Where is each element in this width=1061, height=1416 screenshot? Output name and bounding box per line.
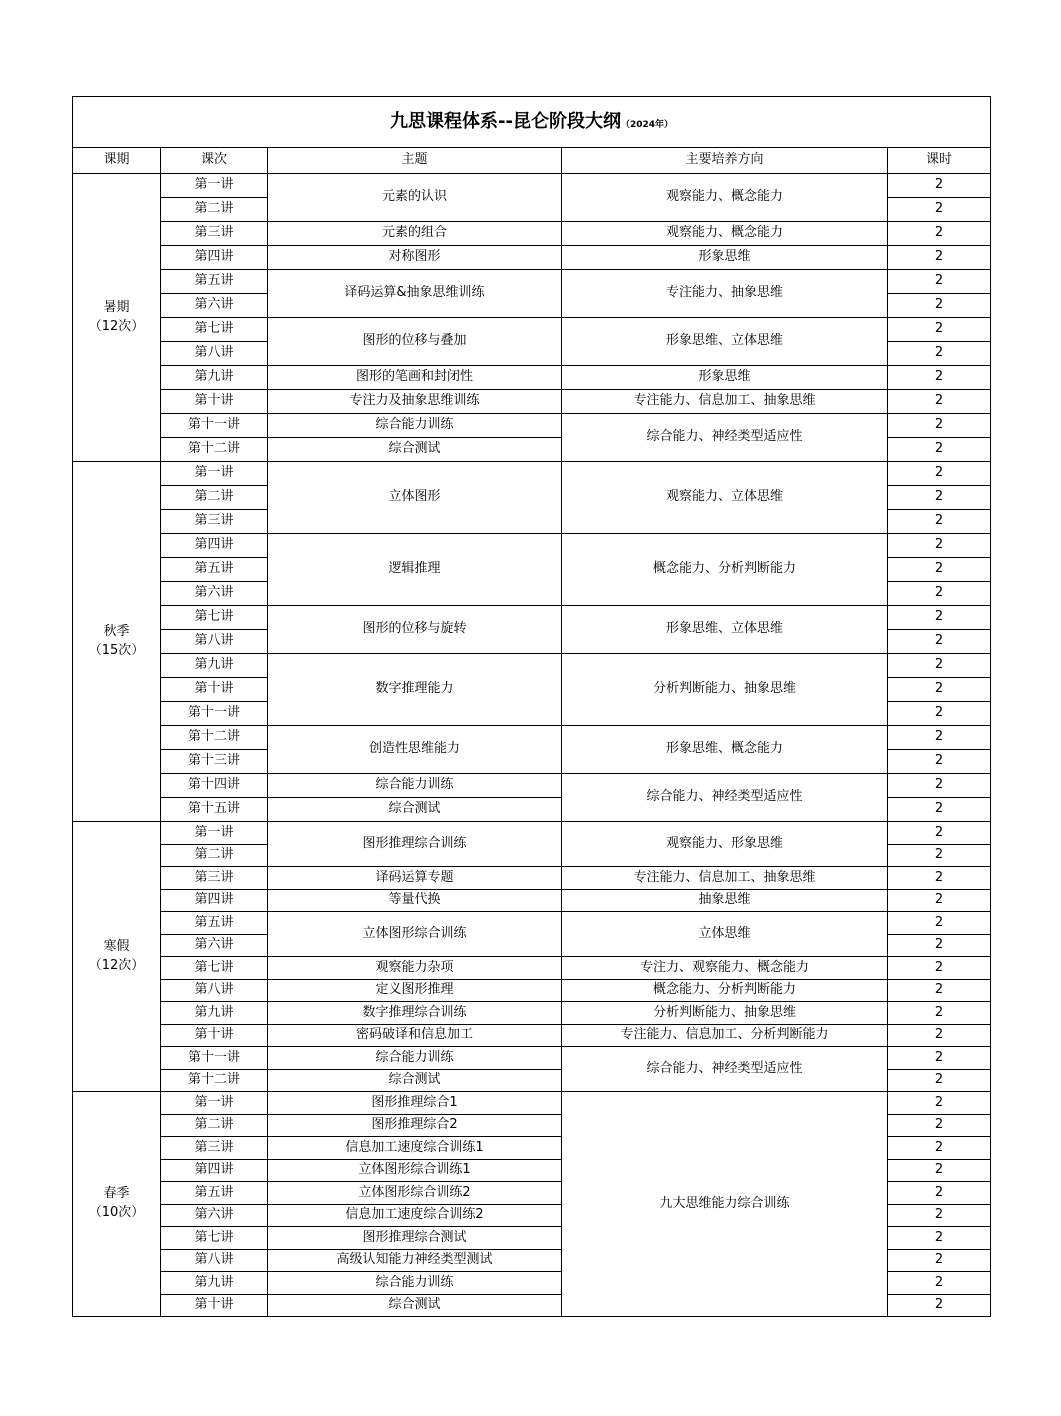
table-row [73,270,991,294]
topic-cell: 图形推理综合1 [268,1092,562,1115]
direction-cell: 专注能力、信息加工、分析判断能力 [562,1024,888,1047]
direction-cell: 观察能力、概念能力 [562,174,888,222]
lesson-cell: 第十一讲 [161,702,268,726]
lesson-cell: 第七讲 [161,318,268,342]
hours-cell: 2 [888,558,991,582]
lesson-cell: 第四讲 [161,534,268,558]
hours-cell: 2 [888,1069,991,1092]
hours-cell: 2 [888,1249,991,1272]
direction-cell: 抽象思维 [562,889,888,912]
title-row [73,97,991,148]
table-row [73,318,991,342]
table-row [73,222,991,246]
table-title-year: （2024年） [620,120,674,131]
lesson-cell: 第五讲 [161,912,268,935]
topic-cell: 图形的位移与叠加 [268,318,562,366]
hours-cell: 2 [888,726,991,750]
topic-cell: 对称图形 [268,246,562,270]
lesson-cell: 第一讲 [161,174,268,198]
topic-cell: 密码破译和信息加工 [268,1024,562,1047]
lesson-cell: 第一讲 [161,822,268,845]
table-row [73,1092,991,1115]
hours-cell: 2 [888,1024,991,1047]
hours-cell: 2 [888,822,991,845]
lesson-cell: 第五讲 [161,1182,268,1205]
topic-cell: 综合能力训练 [268,1047,562,1070]
hours-cell: 2 [888,867,991,890]
topic-cell: 立体图形综合训练 [268,912,562,957]
lesson-cell: 第七讲 [161,957,268,980]
hours-cell: 2 [888,654,991,678]
topic-cell: 综合能力训练 [268,414,562,438]
hours-cell: 2 [888,294,991,318]
lesson-cell: 第十一讲 [161,1047,268,1070]
lesson-cell: 第二讲 [161,486,268,510]
topic-cell: 立体图形 [268,462,562,534]
hours-cell: 2 [888,174,991,198]
table-row [73,462,991,486]
topic-cell: 图形推理综合2 [268,1114,562,1137]
lesson-cell: 第十讲 [161,1294,268,1317]
hours-cell: 2 [888,1002,991,1025]
direction-cell: 专注能力、抽象思维 [562,270,888,318]
lesson-cell: 第六讲 [161,1204,268,1227]
topic-cell: 元素的组合 [268,222,562,246]
table-row [73,774,991,798]
direction-cell: 形象思维、概念能力 [562,726,888,774]
header-hours: 课时 [888,148,991,174]
hours-cell: 2 [888,390,991,414]
lesson-cell: 第六讲 [161,582,268,606]
header-term: 课期 [73,148,161,174]
term-cell [73,174,161,462]
topic-cell: 综合测试 [268,1069,562,1092]
hours-cell: 2 [888,462,991,486]
direction-cell: 形象思维、立体思维 [562,318,888,366]
table-row [73,822,991,845]
direction-cell: 形象思维 [562,246,888,270]
lesson-cell: 第五讲 [161,270,268,294]
hours-cell: 2 [888,366,991,390]
topic-cell: 创造性思维能力 [268,726,562,774]
hours-cell: 2 [888,414,991,438]
lesson-cell: 第十二讲 [161,726,268,750]
hours-cell: 2 [888,934,991,957]
lesson-cell: 第五讲 [161,558,268,582]
direction-cell: 九大思维能力综合训练 [562,1092,888,1317]
lesson-cell: 第六讲 [161,934,268,957]
hours-cell: 2 [888,318,991,342]
term-name: 寒假 [103,938,130,954]
topic-cell: 综合测试 [268,1294,562,1317]
direction-cell: 形象思维、立体思维 [562,606,888,654]
table-row [73,867,991,890]
lesson-cell: 第十讲 [161,390,268,414]
header-row [73,148,991,174]
hours-cell: 2 [888,510,991,534]
hours-cell: 2 [888,606,991,630]
term-cell [73,822,161,1092]
lesson-cell: 第二讲 [161,198,268,222]
lesson-cell: 第八讲 [161,342,268,366]
topic-cell: 信息加工速度综合训练2 [268,1204,562,1227]
table-row [73,1002,991,1025]
table-row [73,912,991,935]
hours-cell: 2 [888,1047,991,1070]
hours-cell: 2 [888,1092,991,1115]
hours-cell: 2 [888,246,991,270]
lesson-cell: 第八讲 [161,630,268,654]
topic-cell: 综合测试 [268,798,562,822]
hours-cell: 2 [888,979,991,1002]
curriculum-sheet [72,96,990,1317]
topic-cell: 信息加工速度综合训练1 [268,1137,562,1160]
direction-cell: 专注能力、信息加工、抽象思维 [562,390,888,414]
topic-cell: 译码运算&抽象思维训练 [268,270,562,318]
hours-cell: 2 [888,774,991,798]
direction-cell: 分析判断能力、抽象思维 [562,1002,888,1025]
term-count: （12次） [88,957,145,973]
lesson-cell: 第十五讲 [161,798,268,822]
hours-cell: 2 [888,1227,991,1250]
topic-cell: 图形的位移与旋转 [268,606,562,654]
lesson-cell: 第四讲 [161,889,268,912]
hours-cell: 2 [888,486,991,510]
lesson-cell: 第十二讲 [161,1069,268,1092]
lesson-cell: 第七讲 [161,1227,268,1250]
hours-cell: 2 [888,1114,991,1137]
topic-cell: 译码运算专题 [268,867,562,890]
table-row [73,1024,991,1047]
table-row [73,534,991,558]
hours-cell: 2 [888,844,991,867]
lesson-cell: 第一讲 [161,462,268,486]
hours-cell: 2 [888,750,991,774]
table-title: 九思课程体系--昆仑阶段大纲 [390,111,621,133]
topic-cell: 定义图形推理 [268,979,562,1002]
hours-cell: 2 [888,1137,991,1160]
lesson-cell: 第十讲 [161,678,268,702]
hours-cell: 2 [888,342,991,366]
topic-cell: 综合能力训练 [268,774,562,798]
lesson-cell: 第一讲 [161,1092,268,1115]
lesson-cell: 第八讲 [161,1249,268,1272]
hours-cell: 2 [888,582,991,606]
lesson-cell: 第十一讲 [161,414,268,438]
lesson-cell: 第七讲 [161,606,268,630]
table-row [73,606,991,630]
lesson-cell: 第三讲 [161,1137,268,1160]
table-row [73,979,991,1002]
topic-cell: 数字推理综合训练 [268,1002,562,1025]
term-name: 春季 [103,1186,130,1202]
term-name: 秋季 [103,623,130,639]
table-row [73,366,991,390]
hours-cell: 2 [888,1182,991,1205]
direction-cell: 专注能力、信息加工、抽象思维 [562,867,888,890]
topic-cell: 图形推理综合训练 [268,822,562,867]
direction-cell: 形象思维 [562,366,888,390]
table-row [73,957,991,980]
hours-cell: 2 [888,1204,991,1227]
hours-cell: 2 [888,889,991,912]
direction-cell: 观察能力、立体思维 [562,462,888,534]
topic-cell: 立体图形综合训练1 [268,1159,562,1182]
header-direction: 主要培养方向 [562,148,888,174]
direction-cell: 观察能力、概念能力 [562,222,888,246]
table-row [73,246,991,270]
lesson-cell: 第九讲 [161,654,268,678]
lesson-cell: 第八讲 [161,979,268,1002]
direction-cell: 观察能力、形象思维 [562,822,888,867]
table-title-cell [73,97,991,148]
hours-cell: 2 [888,798,991,822]
topic-cell: 等量代换 [268,889,562,912]
term-count: （12次） [88,318,145,334]
hours-cell: 2 [888,1294,991,1317]
lesson-cell: 第十四讲 [161,774,268,798]
term-count: （15次） [88,642,145,658]
term-count: （10次） [88,1205,145,1220]
lesson-cell: 第九讲 [161,1272,268,1295]
term-cell [73,1092,161,1317]
topic-cell: 综合能力训练 [268,1272,562,1295]
hours-cell: 2 [888,678,991,702]
topic-cell: 高级认知能力神经类型测试 [268,1249,562,1272]
curriculum-table [72,96,991,1317]
table-row [73,889,991,912]
hours-cell: 2 [888,534,991,558]
lesson-cell: 第六讲 [161,294,268,318]
lesson-cell: 第四讲 [161,1159,268,1182]
lesson-cell: 第十三讲 [161,750,268,774]
direction-cell: 立体思维 [562,912,888,957]
lesson-cell: 第九讲 [161,1002,268,1025]
lesson-cell: 第三讲 [161,867,268,890]
hours-cell: 2 [888,1159,991,1182]
lesson-cell: 第二讲 [161,1114,268,1137]
hours-cell: 2 [888,912,991,935]
topic-cell: 观察能力杂项 [268,957,562,980]
term-name: 暑期 [103,299,130,315]
topic-cell: 数字推理能力 [268,654,562,726]
direction-cell: 综合能力、神经类型适应性 [562,774,888,822]
hours-cell: 2 [888,957,991,980]
topic-cell: 综合测试 [268,438,562,462]
topic-cell: 图形推理综合测试 [268,1227,562,1250]
table-row [73,174,991,198]
table-row [73,414,991,438]
header-lesson: 课次 [161,148,268,174]
direction-cell: 综合能力、神经类型适应性 [562,414,888,462]
lesson-cell: 第四讲 [161,246,268,270]
hours-cell: 2 [888,198,991,222]
table-row [73,726,991,750]
lesson-cell: 第十二讲 [161,438,268,462]
topic-cell: 图形的笔画和封闭性 [268,366,562,390]
topic-cell: 元素的认识 [268,174,562,222]
direction-cell: 分析判断能力、抽象思维 [562,654,888,726]
direction-cell: 专注力、观察能力、概念能力 [562,957,888,980]
table-row [73,654,991,678]
hours-cell: 2 [888,1272,991,1295]
topic-cell: 立体图形综合训练2 [268,1182,562,1205]
topic-cell: 逻辑推理 [268,534,562,606]
term-cell [73,462,161,822]
hours-cell: 2 [888,630,991,654]
lesson-cell: 第九讲 [161,366,268,390]
hours-cell: 2 [888,222,991,246]
direction-cell: 概念能力、分析判断能力 [562,534,888,606]
hours-cell: 2 [888,438,991,462]
topic-cell: 专注力及抽象思维训练 [268,390,562,414]
lesson-cell: 第二讲 [161,844,268,867]
table-row [73,1047,991,1070]
lesson-cell: 第十讲 [161,1024,268,1047]
hours-cell: 2 [888,270,991,294]
table-row [73,390,991,414]
lesson-cell: 第三讲 [161,222,268,246]
direction-cell: 综合能力、神经类型适应性 [562,1047,888,1092]
direction-cell: 概念能力、分析判断能力 [562,979,888,1002]
hours-cell: 2 [888,702,991,726]
lesson-cell: 第三讲 [161,510,268,534]
header-topic: 主题 [268,148,562,174]
